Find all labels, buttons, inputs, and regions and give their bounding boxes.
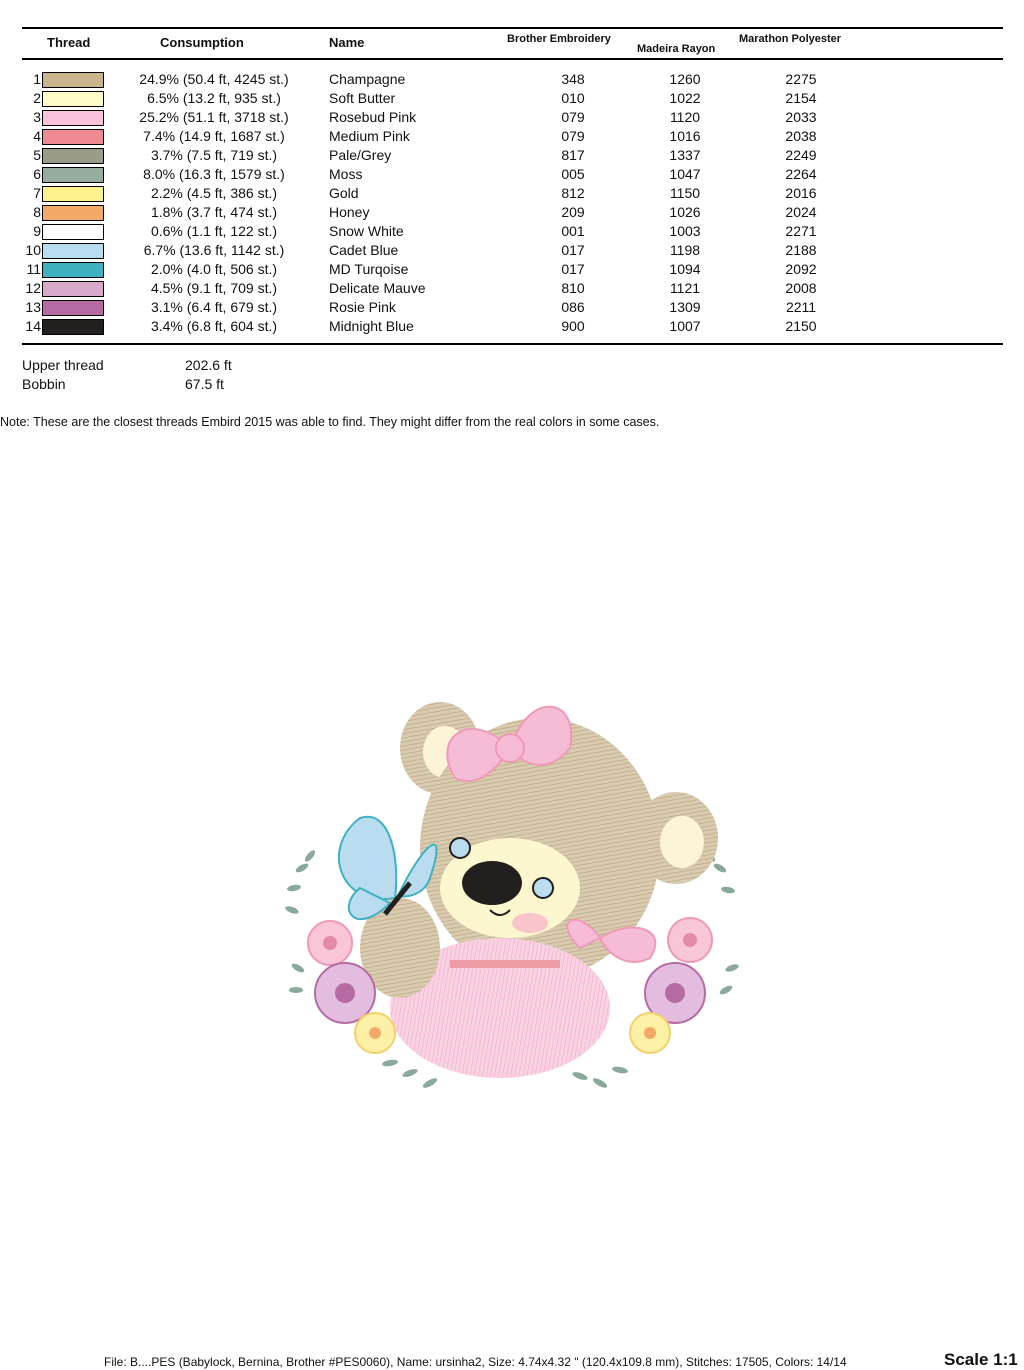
thread-color-swatch [42, 129, 104, 145]
flower-right-yellow [630, 1013, 670, 1053]
thread-number: 6 [33, 166, 41, 182]
brother-code: 079 [561, 109, 585, 125]
brother-code: 017 [561, 261, 585, 277]
marathon-code: 2024 [785, 204, 817, 220]
marathon-code: 2264 [785, 166, 817, 182]
thread-color-swatch [42, 72, 104, 88]
thread-name: Gold [329, 185, 359, 201]
thread-color-swatch [42, 186, 104, 202]
thread-row [0, 184, 1024, 203]
thread-number: 1 [33, 71, 41, 87]
thread-consumption: 24.9% (50.4 ft, 4245 st.) [139, 71, 289, 87]
marathon-code: 2188 [785, 242, 817, 258]
flower-left-pink [308, 921, 352, 965]
madeira-code: 1022 [669, 90, 701, 106]
thread-name: Soft Butter [329, 90, 396, 106]
thread-color-swatch [42, 243, 104, 259]
thread-name: MD Turqoise [329, 261, 409, 277]
marathon-code: 2092 [785, 261, 817, 277]
thread-name: Cadet Blue [329, 242, 399, 258]
thread-color-swatch [42, 167, 104, 183]
thread-consumption: 25.2% (51.1 ft, 3718 st.) [139, 109, 289, 125]
madeira-code: 1026 [669, 204, 701, 220]
thread-name: Rosie Pink [329, 299, 396, 315]
brother-code: 812 [561, 185, 585, 201]
flower-left-yellow [355, 1013, 395, 1053]
scale-label: Scale 1:1 [944, 1350, 1018, 1369]
thread-consumption: 7.4% (14.9 ft, 1687 st.) [143, 128, 285, 144]
header-marathon: Marathon Polyester [739, 33, 842, 45]
marathon-code: 2275 [785, 71, 817, 87]
madeira-code: 1003 [669, 223, 701, 239]
thread-name: Moss [329, 166, 363, 182]
embroidery-design-image [280, 678, 744, 1104]
brother-code: 010 [561, 90, 585, 106]
thread-consumption: 4.5% (9.1 ft, 709 st.) [150, 280, 278, 296]
marathon-code: 2008 [785, 280, 817, 296]
thread-number: 12 [25, 280, 41, 296]
header-brother: Brother Embroidery [507, 33, 611, 45]
thread-number: 10 [25, 242, 41, 258]
thread-consumption: 2.0% (4.0 ft, 506 st.) [150, 261, 278, 277]
bobbin-label: Bobbin [22, 376, 66, 392]
madeira-code: 1120 [669, 109, 701, 125]
thread-consumption: 6.7% (13.6 ft, 1142 st.) [143, 242, 285, 258]
header-bottom-rule [22, 58, 1003, 60]
thread-name: Delicate Mauve [329, 280, 426, 296]
thread-number: 5 [33, 147, 41, 163]
brother-code: 079 [561, 128, 585, 144]
marathon-code: 2211 [785, 299, 817, 315]
brother-code: 017 [561, 242, 585, 258]
header-name: Name [329, 35, 365, 50]
marathon-code: 2038 [785, 128, 817, 144]
madeira-code: 1047 [669, 166, 701, 182]
flower-left-mauve [315, 963, 375, 1023]
thread-row [0, 298, 1024, 317]
madeira-code: 1094 [669, 261, 701, 277]
marathon-code: 2249 [785, 147, 817, 163]
flower-right-pink [668, 918, 712, 962]
brother-code: 001 [561, 223, 585, 239]
table-bottom-rule [22, 343, 1003, 345]
thread-number: 13 [25, 299, 41, 315]
thread-color-swatch [42, 262, 104, 278]
thread-name: Midnight Blue [329, 318, 414, 334]
thread-color-swatch [42, 205, 104, 221]
madeira-code: 1198 [669, 242, 701, 258]
brother-code: 348 [561, 71, 585, 87]
brother-code: 810 [561, 280, 585, 296]
brother-code: 005 [561, 166, 585, 182]
thread-number: 9 [33, 223, 41, 239]
thread-name: Pale/Grey [329, 147, 392, 163]
footer-file-info: File: B....PES (Babylock, Bernina, Brother #PES0060), Name: ursinha2, Size: 4.74x4.32 " (120.4x109.8 mm), Stitches: 17505, Colors: 14/14 [104, 1355, 847, 1369]
thread-row [0, 260, 1024, 279]
madeira-code: 1121 [669, 280, 701, 296]
thread-number: 7 [33, 185, 41, 201]
brother-code: 900 [561, 318, 585, 334]
thread-row [0, 165, 1024, 184]
bear-right-eye [533, 878, 553, 898]
madeira-code: 1337 [669, 147, 701, 163]
brother-code: 817 [561, 147, 585, 163]
table-top-rule [22, 27, 1003, 29]
thread-consumption: 3.1% (6.4 ft, 679 st.) [150, 299, 278, 315]
thread-consumption: 3.7% (7.5 ft, 719 st.) [150, 147, 278, 163]
madeira-code: 1309 [669, 299, 701, 315]
marathon-code: 2016 [785, 185, 817, 201]
thread-name: Champagne [329, 71, 406, 87]
thread-number: 14 [25, 318, 41, 334]
thread-consumption: 3.4% (6.8 ft, 604 st.) [150, 318, 278, 334]
thread-number: 4 [33, 128, 41, 144]
thread-color-swatch [42, 300, 104, 316]
thread-consumption: 8.0% (16.3 ft, 1579 st.) [143, 166, 285, 182]
thread-color-swatch [42, 319, 104, 335]
thread-number: 3 [33, 109, 41, 125]
marathon-code: 2271 [785, 223, 817, 239]
thread-number: 11 [26, 261, 41, 277]
header-madeira: Madeira Rayon [637, 43, 716, 55]
thread-row [0, 127, 1024, 146]
thread-color-swatch [42, 91, 104, 107]
bobbin-value: 67.5 ft [185, 376, 224, 392]
thread-row [0, 222, 1024, 241]
header-consumption: Consumption [160, 35, 244, 50]
upper-thread-value: 202.6 ft [185, 357, 232, 373]
thread-consumption: 6.5% (13.2 ft, 935 st.) [147, 90, 281, 106]
thread-row [0, 241, 1024, 260]
thread-color-swatch [42, 110, 104, 126]
thread-row [0, 317, 1024, 336]
bear-left-eye [450, 838, 470, 858]
thread-row [0, 146, 1024, 165]
thread-consumption: 1.8% (3.7 ft, 474 st.) [150, 204, 278, 220]
marathon-code: 2154 [785, 90, 817, 106]
thread-row [0, 108, 1024, 127]
thread-name: Rosebud Pink [329, 109, 417, 125]
brother-code: 086 [561, 299, 585, 315]
thread-color-swatch [42, 224, 104, 240]
thread-name: Honey [329, 204, 370, 220]
thread-color-swatch [42, 148, 104, 164]
thread-name: Medium Pink [329, 128, 410, 144]
thread-row [0, 89, 1024, 108]
madeira-code: 1016 [669, 128, 701, 144]
thread-row [0, 279, 1024, 298]
madeira-code: 1007 [669, 318, 701, 334]
upper-thread-label: Upper thread [22, 357, 104, 373]
thread-consumption: 2.2% (4.5 ft, 386 st.) [150, 185, 278, 201]
marathon-code: 2150 [785, 318, 817, 334]
bear-nose [462, 861, 522, 905]
marathon-code: 2033 [785, 109, 817, 125]
thread-row [0, 70, 1024, 89]
thread-color-swatch [42, 281, 104, 297]
thread-row [0, 203, 1024, 222]
header-thread: Thread [47, 35, 91, 50]
madeira-code: 1150 [669, 185, 701, 201]
thread-name: Snow White [329, 223, 404, 239]
note-text: Note: These are the closest threads Embird 2015 was able to find. They might differ from the real colors in some cases. [0, 415, 660, 429]
brother-code: 209 [561, 204, 585, 220]
thread-number: 8 [33, 204, 41, 220]
thread-consumption: 0.6% (1.1 ft, 122 st.) [150, 223, 278, 239]
madeira-code: 1260 [669, 71, 701, 87]
thread-number: 2 [33, 90, 41, 106]
